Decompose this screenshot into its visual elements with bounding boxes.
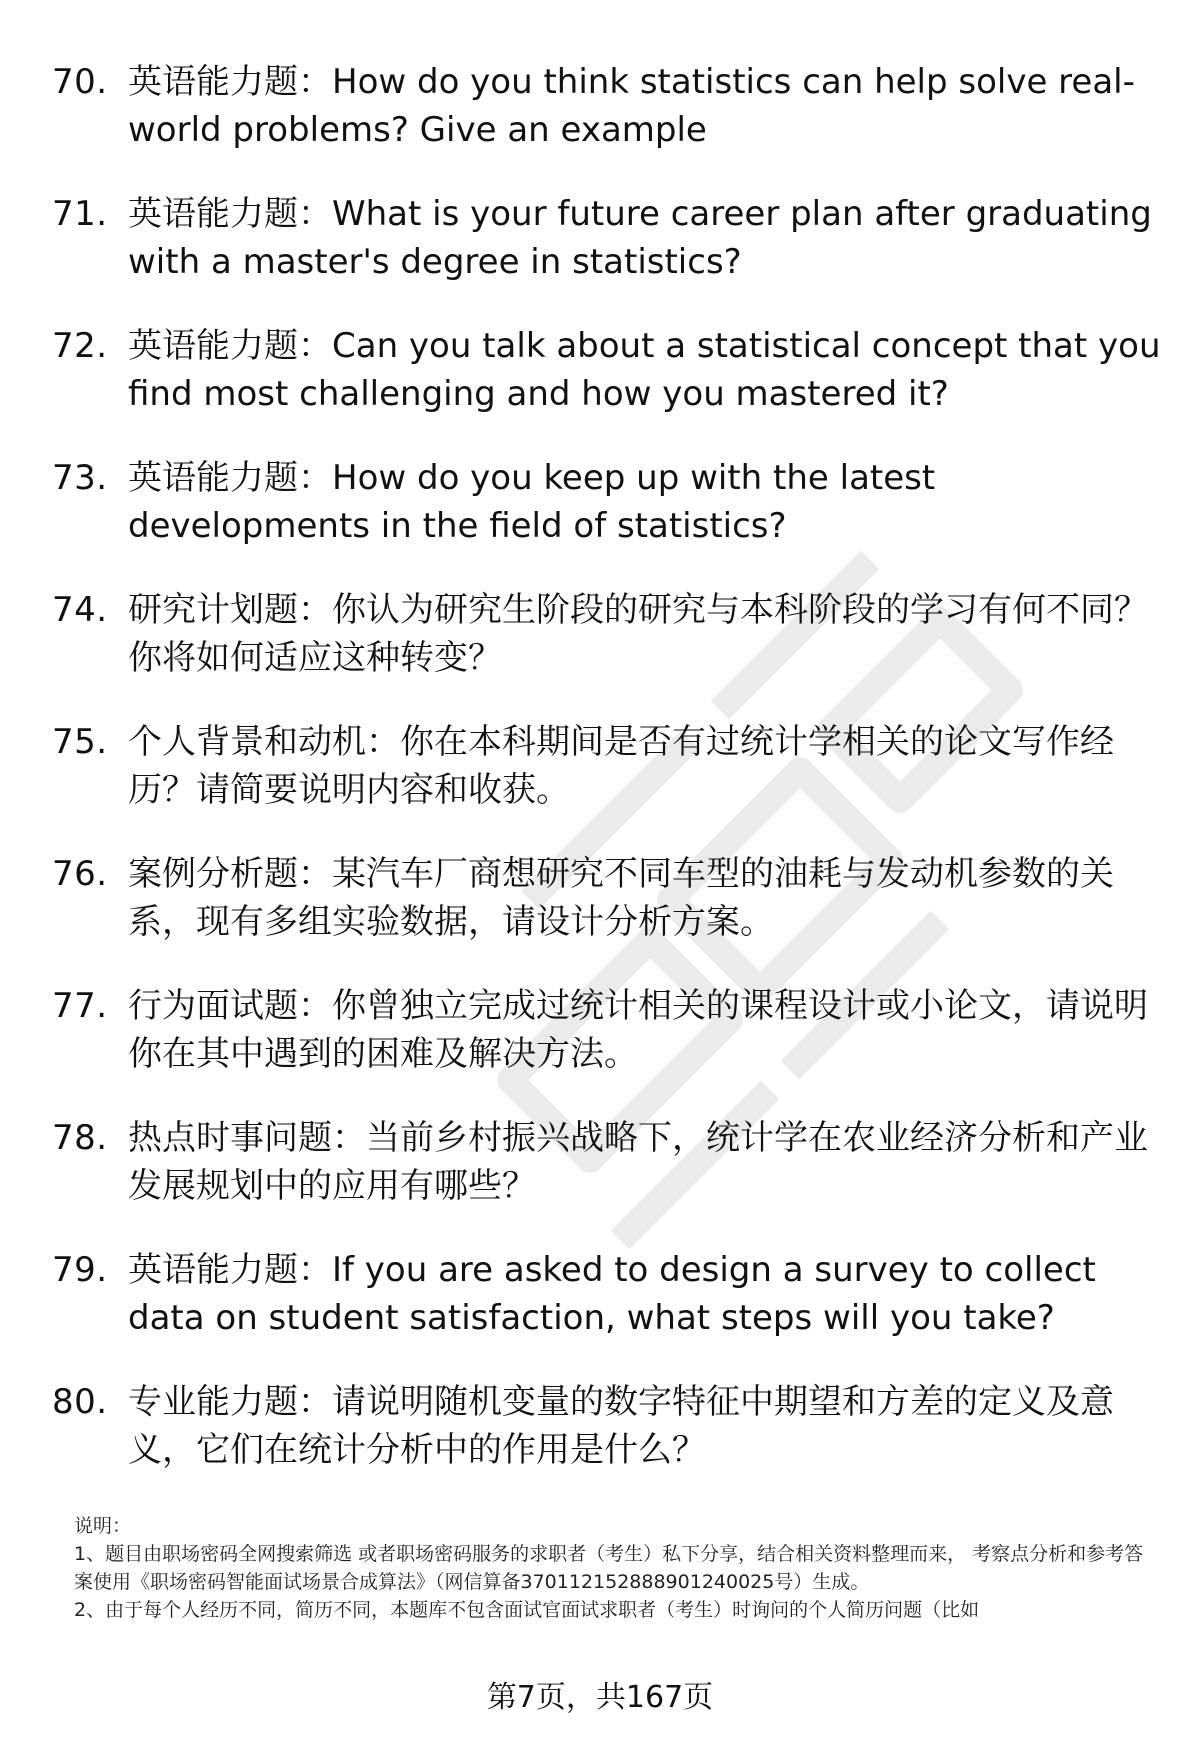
question-text: 英语能力题：What is your future career plan after graduating with a master's degree in statistics? [128,194,1152,282]
question-item [0,586,1200,718]
notes-section [74,1512,1154,1624]
question-item [0,1114,1200,1246]
notes-item-2: 2、由于每个人经历不同，简历不同，本题库不包含面试官面试求职者（考生）时询问的个人简历问题（比如 [74,1599,980,1621]
notes-title: 说明： [74,1515,132,1537]
question-text: 个人背景和动机：你在本科期间是否有过统计学相关的论文写作经历？请简要说明内容和收获。 [128,722,1114,810]
question-number: 78. [52,1118,108,1158]
question-item [0,58,1200,190]
question-number: 74. [52,590,108,630]
question-number: 76. [52,854,108,894]
question-item [0,718,1200,850]
question-item [0,322,1200,454]
question-item [0,190,1200,322]
question-number: 79. [52,1250,108,1290]
question-text: 研究计划题：你认为研究生阶段的研究与本科阶段的学习有何不同？你将如何适应这种转变？ [128,590,1148,678]
question-text: 案例分析题：某汽车厂商想研究不同车型的油耗与发动机参数的关系，现有多组实验数据，请设计分析方案。 [128,854,1114,942]
question-text: 英语能力题：If you are asked to design a survey to collect data on student satisfaction, what steps will you take? [128,1250,1096,1338]
question-item [0,1246,1200,1378]
question-text: 英语能力题：How do you keep up with the latest developments in the field of statistics? [128,458,936,546]
question-number: 75. [52,722,108,762]
question-text: 行为面试题：你曾独立完成过统计相关的课程设计或小论文，请说明你在其中遇到的困难及解决方法。 [128,986,1148,1074]
question-number: 73. [52,458,108,498]
question-text: 英语能力题：Can you talk about a statistical concept that you find most challenging and how you mastered it? [128,326,1161,414]
question-number: 72. [52,326,108,366]
question-item [0,982,1200,1114]
question-number: 70. [52,62,108,102]
question-item [0,1378,1200,1510]
question-number: 77. [52,986,108,1026]
question-list [0,58,1200,1510]
question-text: 热点时事问题：当前乡村振兴战略下，统计学在农业经济分析和产业发展规划中的应用有哪些？ [128,1118,1148,1206]
question-text: 专业能力题：请说明随机变量的数字特征中期望和方差的定义及意义，它们在统计分析中的作用是什么？ [128,1382,1114,1470]
question-text: 英语能力题：How do you think statistics can help solve real-world problems? Give an example [128,62,1135,150]
notes-item-1: 1、题目由职场密码全网搜索筛选 或者职场密码服务的求职者（考生）私下分享，结合相关资料整理而来， 考察点分析和参考答案使用《职场密码智能面试场景合成算法》（网信算备370112152888901240025号）生成。 [74,1543,1144,1593]
question-number: 80. [52,1382,108,1422]
question-item [0,454,1200,586]
question-item [0,850,1200,982]
question-number: 71. [52,194,108,234]
page-number-footer: 第7页，共167页 [486,1680,714,1715]
